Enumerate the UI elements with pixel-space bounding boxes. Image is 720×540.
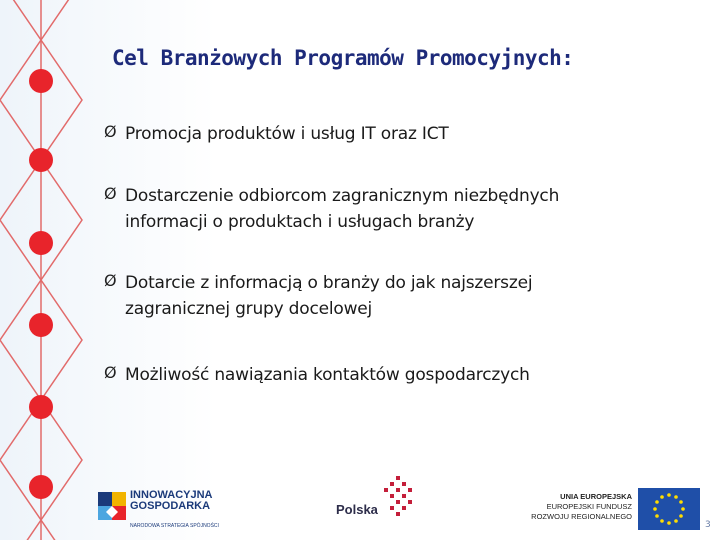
polska-flag-icon (376, 474, 420, 526)
ig-logo-icon (96, 490, 128, 530)
arrow-bullet-icon: Ø (104, 271, 117, 290)
ue-line3: ROZWOJU REGIONALNEGO (531, 512, 632, 521)
bullet-text: Dostarczenie odbiorcom zagranicznym niezbędnych informacji o produktach i usługach branży (125, 186, 560, 232)
ue-line1: UNIA EUROPEJSKA (560, 492, 632, 501)
arrow-bullet-icon: Ø (104, 363, 117, 382)
eu-logo-text (528, 492, 632, 522)
arrow-bullet-icon: Ø (104, 184, 117, 203)
innowacyjna-gospodarka-logo (96, 488, 231, 532)
bullet-text: Dotarcie z informacją o branży do jak najszerszej zagranicznej grupy docelowej (125, 273, 533, 319)
bullet-text: Promocja produktów i usług IT oraz ICT (125, 124, 449, 144)
eu-logo (528, 488, 700, 530)
eu-flag-icon (638, 488, 700, 530)
slide-title: Cel Branżowych Programów Promocyjnych: (112, 46, 574, 70)
ue-line2: EUROPEJSKI FUNDUSZ (546, 502, 632, 511)
polska-text: Polska (336, 502, 378, 517)
ig-sub: NARODOWA STRATEGIA SPÓJNOŚCI (130, 523, 219, 529)
ig-line2: GOSPODARKA (130, 500, 211, 512)
left-decoration (0, 0, 100, 540)
polska-logo (336, 478, 426, 528)
footer-logos (0, 478, 720, 540)
ig-logo-text (130, 490, 213, 512)
page-number: 3 (705, 520, 711, 530)
arrow-bullet-icon: Ø (104, 122, 117, 141)
bullet-text: Możliwość nawiązania kontaktów gospodarczych (125, 365, 530, 385)
ig-line1: INNOWACYJNA (130, 489, 213, 501)
